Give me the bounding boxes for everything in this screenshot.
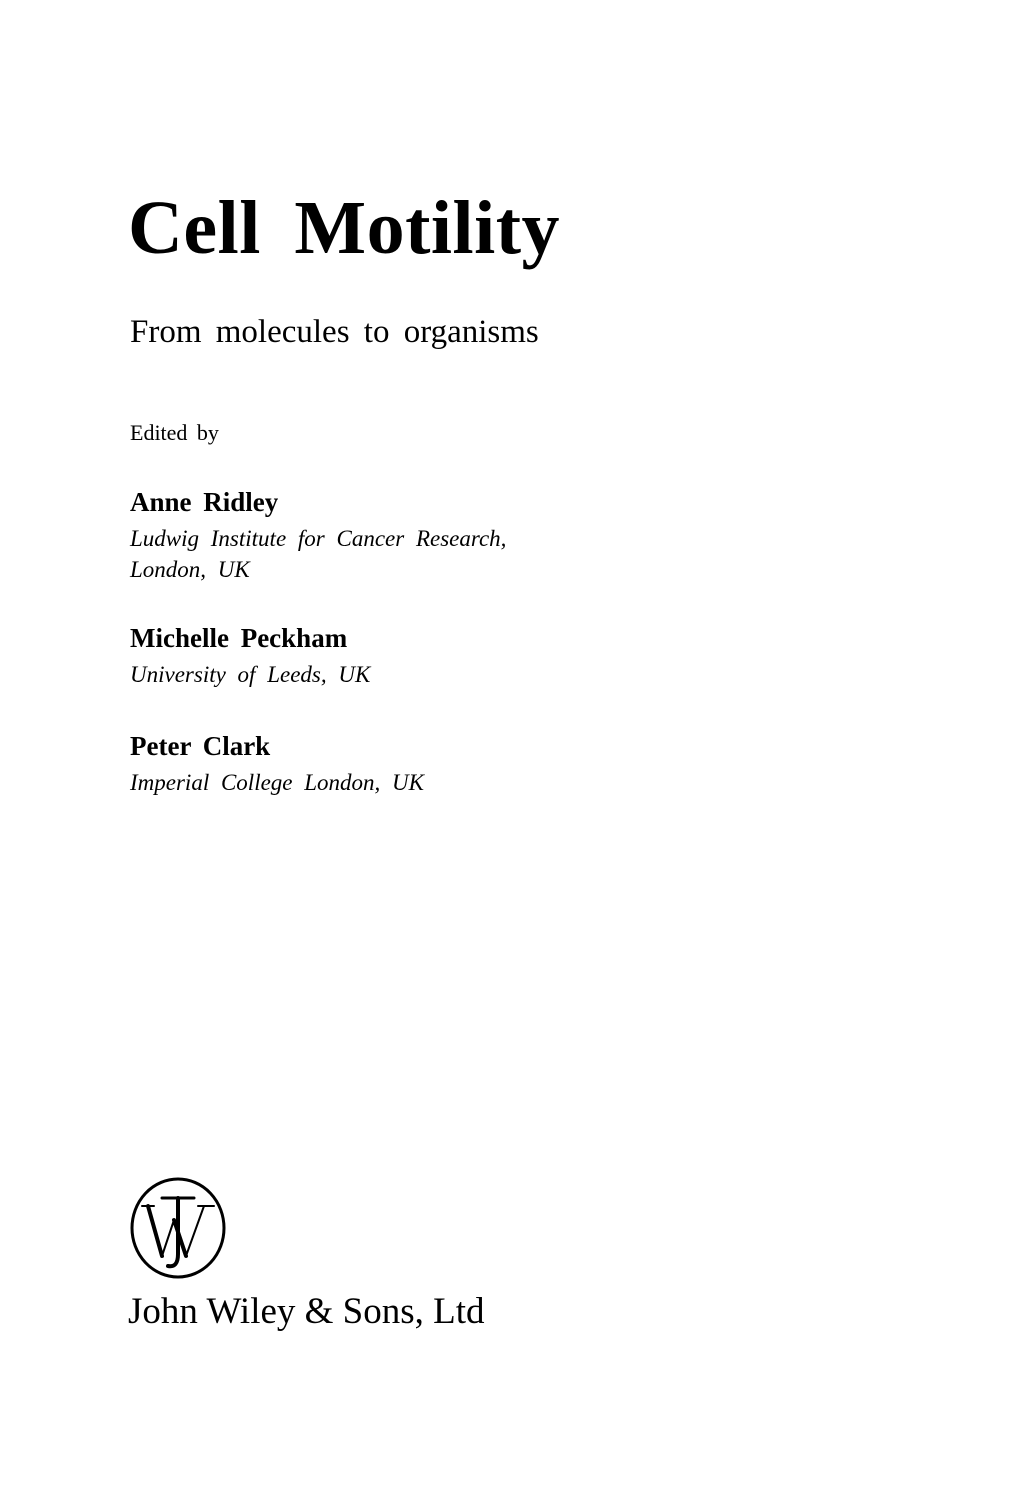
editor-name: Michelle Peckham (130, 623, 348, 653)
editor-affiliation (130, 659, 370, 690)
book-title: Cell Motility (128, 186, 561, 270)
editor-affiliation (130, 767, 424, 798)
editor-name: Anne Ridley (130, 487, 279, 517)
edited-by-label: Edited by (130, 420, 219, 445)
affiliation-line: University of Leeds, UK (130, 662, 371, 687)
affiliation-line: London, UK (130, 557, 250, 582)
editor-affiliation (130, 523, 506, 585)
book-subtitle: From molecules to organisms (130, 314, 539, 350)
publisher-name: John Wiley & Sons, Ltd (128, 1291, 485, 1332)
affiliation-line: Ludwig Institute for Cancer Research, (130, 526, 507, 551)
editor-name: Peter Clark (130, 731, 271, 761)
editor-michelle-peckham (130, 623, 370, 690)
editor-peter-clark (130, 731, 424, 798)
editor-anne-ridley (130, 487, 506, 585)
affiliation-line: Imperial College London, UK (130, 770, 424, 795)
wiley-logo-icon (128, 1176, 228, 1280)
